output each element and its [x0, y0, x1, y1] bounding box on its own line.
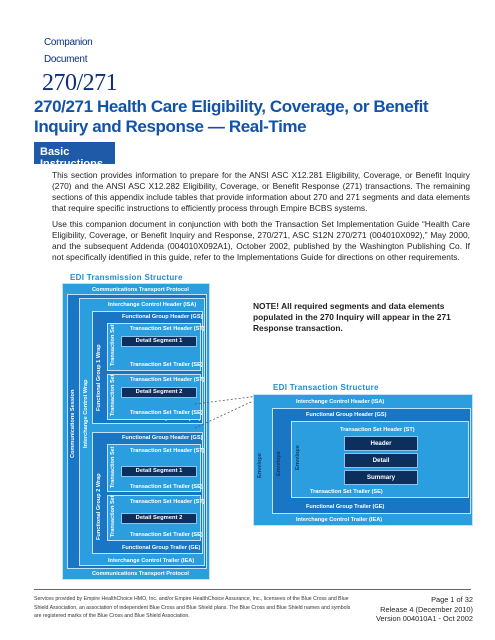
ts4-detail-segment: Detail Segment 2 — [121, 513, 197, 524]
ts1-detail-segment: Detail Segment 1 — [121, 336, 197, 347]
ts2-detail-segment: Detail Segment 2 — [121, 387, 197, 398]
ts3-trailer-label: Transaction Set Trailer (SE) — [130, 484, 203, 490]
comm-header-label: Communications Transport Protocol — [92, 287, 189, 293]
ts1-header-label: Transaction Set Header (ST) — [130, 326, 205, 332]
group2-wrap-label: Functional Group 2 Wrap — [96, 473, 102, 540]
tx-envelope-label-2: Envelope — [276, 451, 282, 476]
ts2-header-label: Transaction Set Header (ST) — [130, 377, 205, 383]
ts1-trailer-label: Transaction Set Trailer (SE) — [130, 362, 203, 368]
ts1-label: Transaction Set — [110, 324, 116, 366]
interchange-header-label: Interchange Control Header (ISA) — [108, 302, 197, 308]
group1-wrap-label: Functional Group 1 Wrap — [96, 344, 102, 411]
note-text: NOTE! All required segments and data elements populated in the 270 Inquiry will appear in the 271 Response transaction. — [253, 301, 451, 333]
tx-envelope-label-1: Envelope — [257, 453, 263, 478]
footer-disclaimer: Services provided by Empire HealthChoice HMO, Inc. and/or Empire HealthChoice Assurance, Inc., licensees of the Blue Cross and Blue Shield Association, an association of independent Blue Cross and Blue Shield plans. The Blue Cross and Blue Shield names and symbols are registered marks of the Blue Cross and Blue Shield Association. — [34, 596, 351, 619]
page-number: Page 1 of 32 — [431, 595, 473, 604]
ts2-trailer-label: Transaction Set Trailer (SE) — [130, 410, 203, 416]
document-number: 270/271 — [42, 70, 118, 96]
version-info: Version 004010A1 - Oct 2002 — [376, 614, 473, 623]
tx-envelope-label-3: Envelope — [295, 445, 301, 470]
paragraph-usage: Use this companion document in conjunction with both the Transaction Set Implementation Guide “Health Care Eligibility, Coverage, or Benefit Inquiry and Response, 270/271, ASC S12N 270/271 (004010X092),” May 2000, and the subsequent Addenda (004010X092A1), October 2002, published by the Washington Publishing Co. If not specifically identified in this guide, refer to the Implementations Guide for directions on other requirements. — [52, 219, 470, 262]
tx-ts-trailer: Transaction Set Trailer (SE) — [310, 489, 383, 495]
paragraph-intro: This section provides information to prepare for the ANSI ASC X12.281 Eligibility, Coverage, or Benefit Inquiry (270) and the ANSI ASC X12.282 Eligibility, Coverage, or Benefit Response (271) transactions. The remaining sections of this appendix include tables that provide information about 270 and 271 segments and data elements that require specific instructions to efficiently process through Empire BCBS systems. — [52, 170, 470, 213]
group2-header-label: Functional Group Header (GS) — [122, 435, 203, 441]
tx-detail-segment: Detail — [344, 453, 418, 468]
ts4-header-label: Transaction Set Header (ST) — [130, 499, 205, 505]
comm-footer-label: Communications Transport Protocol — [92, 571, 189, 577]
ts4-label: Transaction Set — [110, 495, 116, 537]
interchange-trailer-label: Interchange Control Trailer (IEA) — [108, 558, 195, 564]
ts3-detail-segment: Detail Segment 1 — [121, 466, 197, 477]
footer-page-info — [376, 595, 473, 624]
ts4-trailer-label: Transaction Set Trailer (SE) — [130, 532, 203, 538]
tx-ts-header: Transaction Set Header (ST) — [340, 427, 415, 433]
footer-divider — [34, 589, 471, 590]
ts2-label: Transaction Set — [110, 374, 116, 416]
comm-session-label: Communications Session — [70, 389, 76, 458]
tx-interchange-trailer: Interchange Control Trailer (IEA) — [296, 517, 383, 523]
document-type-line1: Companion — [44, 37, 93, 48]
interchange-wrap-label: Interchange Control Wrap — [83, 379, 89, 448]
group2-trailer-label: Functional Group Trailer (GE) — [122, 545, 201, 551]
ts3-header-label: Transaction Set Header (ST) — [130, 448, 205, 454]
group1-header-label: Functional Group Header (GS) — [122, 314, 203, 320]
edi-transaction-title: EDI Transaction Structure — [273, 383, 379, 392]
ts3-label: Transaction Set — [110, 446, 116, 488]
page-title: 270/271 Health Care Eligibility, Coverage, or Benefit Inquiry and Response — Real-Time — [34, 97, 429, 136]
tx-header-segment: Header — [344, 436, 418, 451]
section-heading: Basic Instructions — [34, 142, 115, 164]
tx-group-header: Functional Group Header (GS) — [306, 412, 387, 418]
edi-transmission-title: EDI Transmission Structure — [70, 273, 183, 282]
tx-group-trailer: Functional Group Trailer (GE) — [306, 504, 385, 510]
document-type-line2: Document — [44, 54, 88, 65]
release-info: Release 4 (December 2010) — [380, 604, 473, 614]
document-type-label — [44, 34, 92, 68]
tx-interchange-header: Interchange Control Header (ISA) — [296, 399, 385, 405]
tx-summary-segment: Summary — [344, 470, 418, 485]
